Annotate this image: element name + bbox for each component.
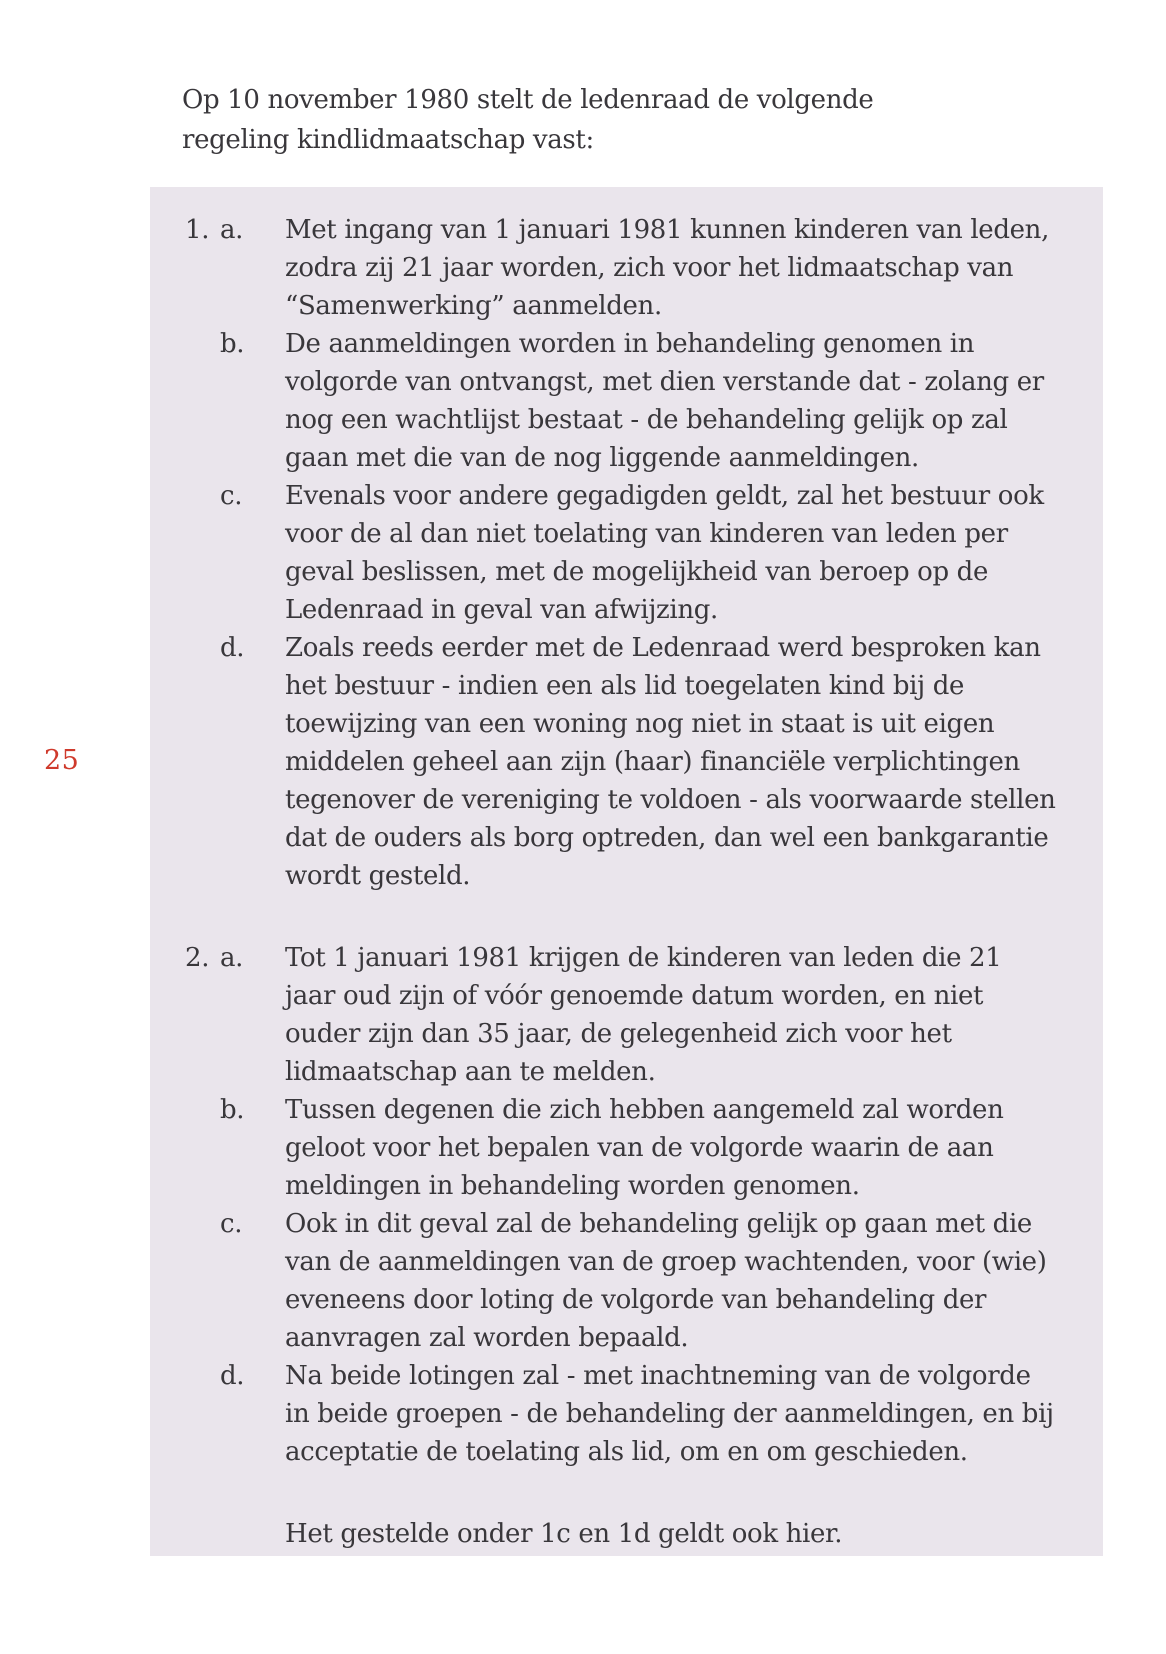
subitem-letter: c. [220, 1209, 243, 1239]
item-number: 1. [185, 215, 210, 245]
closing-note: Het gestelde onder 1c en 1d geldt ook hier. [285, 1519, 843, 1549]
regulation-item-1 [185, 211, 1058, 895]
subitem-2b [220, 1091, 1058, 1205]
subitem-1b [220, 325, 1058, 477]
subitem-text: Tussen degenen die zich hebben aangemeld zal worden geloot voor het bepalen van de volgorde waarin de aan meldingen in behandeling worden genomen. [285, 1095, 1004, 1201]
subitem-1a [220, 211, 1058, 325]
subitem-letter: b. [220, 329, 245, 359]
subitem-letter: c. [220, 481, 243, 511]
subitem-text: De aanmeldingen worden in behandeling genomen in volgorde van ontvangst, met dien verstande dat - zolang er nog een wachtlijst bestaat - de behandeling gelijk op zal gaan met die van de nog liggende aanmeldingen. [285, 329, 1044, 473]
subitem-list [220, 211, 1058, 895]
subitem-letter: d. [220, 633, 245, 663]
subitem-2a [220, 939, 1058, 1091]
subitem-letter: a. [220, 943, 244, 973]
subitem-text: Na beide lotingen zal - met inachtneming van de volgorde in beide groepen - de behandeling der aanmeldingen, en bij acceptatie de toelating als lid, om en om geschieden. [285, 1361, 1054, 1467]
subitem-list [220, 939, 1058, 1471]
subitem-letter: b. [220, 1095, 245, 1125]
subitem-letter: d. [220, 1361, 245, 1391]
subitem-1d [220, 629, 1058, 895]
subitem-1c [220, 477, 1058, 629]
subitem-text: Tot 1 januari 1981 krijgen de kinderen van leden die 21 jaar oud zijn of vóór genoemde datum worden, en niet ouder zijn dan 35 jaar, de gelegenheid zich voor het lidmaatschap aan te melden. [285, 943, 1002, 1087]
subitem-text: Ook in dit geval zal de behandeling gelijk op gaan met die van de aanmeldingen van de groep wachtenden, voor (wie) eveneens door loting de volgorde van behandeling der aanvragen zal worden bepaald. [285, 1209, 1047, 1353]
subitem-letter: a. [220, 215, 244, 245]
subitem-text: Zoals reeds eerder met de Ledenraad werd besproken kan het bestuur - indien een als lid toegelaten kind bij de toewijzing van een woning nog niet in staat is uit eigen middelen geheel aan zijn (haar) financiële verplichtingen tegenover de vereniging te voldoen - als voorwaarde stellen dat de ouders als borg optreden, dan wel een bankgarantie wordt gesteld. [285, 633, 1056, 891]
page-number: 25 [44, 745, 80, 776]
subitem-text: Evenals voor andere gegadigden geldt, zal het bestuur ook voor de al dan niet toelating van kinderen van leden per geval beslissen, met de mogelijkheid van beroep op de Ledenraad in geval van afwijzing. [285, 481, 1044, 625]
subitem-text: Met ingang van 1 januari 1981 kunnen kinderen van leden, zodra zij 21 jaar worden, zich voor het lidmaatschap van “Samenwerking” aanmelden. [285, 215, 1049, 321]
intro-paragraph: Op 10 november 1980 stelt de ledenraad de volgende regeling kindlidmaatschap vast: [182, 85, 874, 155]
regulation-item-2 [185, 939, 1058, 1471]
subitem-2c [220, 1205, 1058, 1357]
subitem-2d [220, 1357, 1058, 1471]
item-number: 2. [185, 943, 210, 973]
regulation-box [150, 187, 1103, 1556]
